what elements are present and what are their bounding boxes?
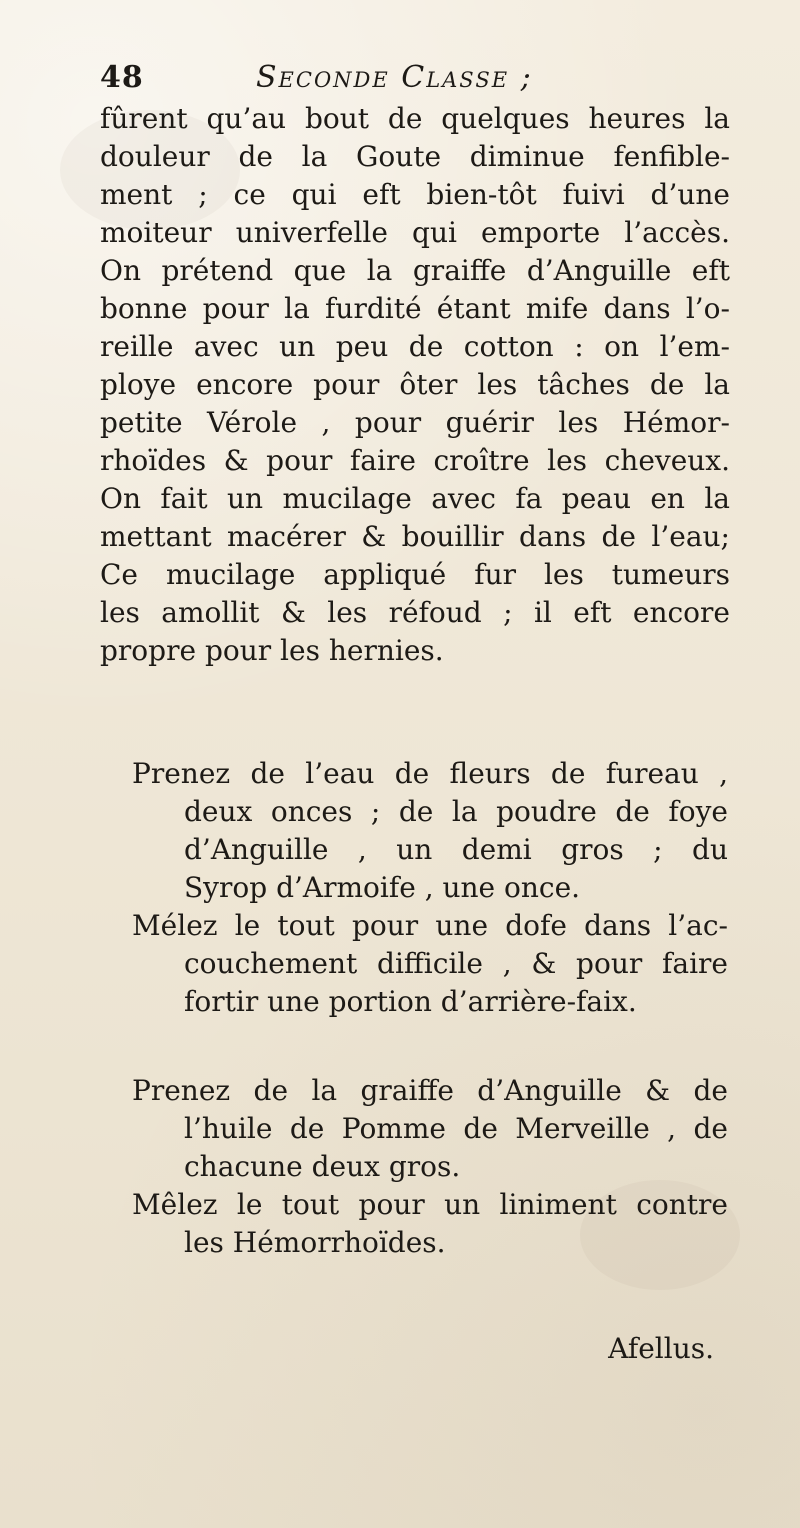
page-number: 48 — [100, 60, 144, 95]
recipe-line: Prenez de la graiffe d’Anguille & de — [132, 1074, 728, 1107]
paragraph-line: ploye encore pour ôter les tâches de la — [100, 368, 730, 401]
paragraph-line: fûrent qu’au bout de quelques heures la — [100, 102, 730, 135]
paragraph-line: reille avec un peu de cotton : on l’em- — [100, 330, 730, 363]
main-paragraph — [100, 100, 730, 670]
recipe-line: Mêlez le tout pour un liniment contre — [132, 1188, 728, 1221]
paragraph-line: les amollit & les réfoud ; il eft encore — [100, 596, 730, 629]
paragraph-line: douleur de la Goute diminue fenfible- — [100, 140, 730, 173]
catchword: Afellus. — [608, 1332, 714, 1365]
paragraph-line: moiteur univerfelle qui emporte l’accès. — [100, 216, 730, 249]
recipe-1 — [132, 755, 728, 1021]
paragraph-line: petite Vérole , pour guérir les Hémor- — [100, 406, 730, 439]
recipe-line: les Hémorrhoïdes. — [184, 1226, 446, 1259]
recipe-line: chacune deux gros. — [184, 1150, 461, 1183]
paragraph-line: On fait un mucilage avec fa peau en la — [100, 482, 730, 515]
recipe-line: l’huile de Pomme de Merveille , de — [184, 1112, 728, 1145]
paragraph-line: ment ; ce qui eft bien-tôt fuivi d’une — [100, 178, 730, 211]
paragraph-line: rhoïdes & pour faire croître les cheveux. — [100, 444, 730, 477]
page-header — [100, 58, 700, 98]
paragraph-line: mettant macérer & bouillir dans de l’eau; — [100, 520, 730, 553]
recipe-line: Prenez de l’eau de fleurs de fureau , — [132, 757, 728, 790]
recipe-line: Mélez le tout pour une dofe dans l’ac- — [132, 909, 728, 942]
running-head: Seconde Classe ; — [256, 60, 533, 95]
recipe-line: Syrop d’Armoife , une once. — [184, 871, 581, 904]
paragraph-line: bonne pour la furdité étant mife dans l’o- — [100, 292, 730, 325]
paragraph-line: On prétend que la graiffe d’Anguille eft — [100, 254, 730, 287]
recipe-line: couchement difficile , & pour faire — [184, 947, 728, 980]
recipe-line: deux onces ; de la poudre de foye — [184, 795, 728, 828]
paragraph-line: propre pour les hernies. — [100, 634, 444, 667]
paragraph-line: Ce mucilage appliqué fur les tumeurs — [100, 558, 730, 591]
recipe-line: d’Anguille , un demi gros ; du — [184, 833, 728, 866]
recipe-2 — [132, 1072, 728, 1262]
recipe-line: fortir une portion d’arrière-faix. — [184, 985, 637, 1018]
